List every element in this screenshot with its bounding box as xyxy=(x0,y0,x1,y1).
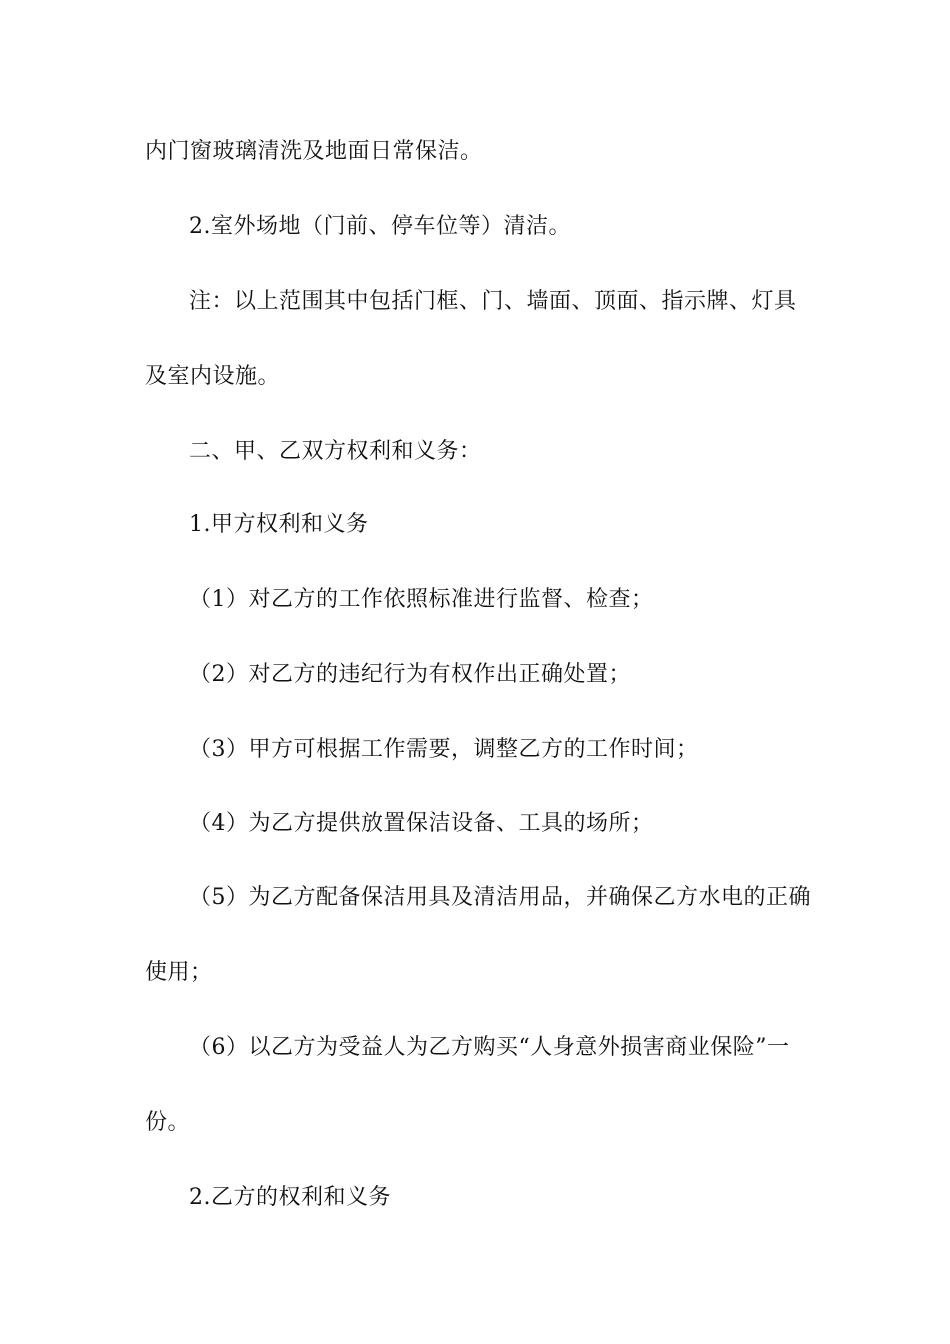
text-line-note-continuation: 及室内设施。 xyxy=(145,364,281,389)
text-line-outdoor-cleaning: 2.室外场地（门前、停车位等）清洁。 xyxy=(189,214,571,239)
list-item-a6-continuation: 份。 xyxy=(145,1110,191,1135)
subheading-party-a: 1.甲方权利和义务 xyxy=(189,512,369,537)
section-heading-rights-obligations: 二、甲、乙双方权利和义务： xyxy=(189,439,482,464)
list-item-a4: （4）为乙方提供放置保洁设备、工具的场所； xyxy=(189,811,654,836)
subheading-party-b: 2.乙方的权利和义务 xyxy=(189,1185,391,1210)
list-item-a3: （3）甲方可根据工作需要，调整乙方的工作时间； xyxy=(189,737,699,762)
list-item-a5-continuation: 使用； xyxy=(145,960,213,985)
list-item-a2: （2）对乙方的违纪行为有权作出正确处置； xyxy=(189,662,631,687)
list-item-a1: （1）对乙方的工作依照标准进行监督、检查； xyxy=(189,587,654,612)
list-item-a6: （6）以乙方为受益人为乙方购买“人身意外损害商业保险”一 xyxy=(189,1035,790,1060)
text-line-note: 注：以上范围其中包括门框、门、墙面、顶面、指示牌、灯具 xyxy=(189,289,797,314)
text-line-scope-continuation: 内门窗玻璃清洗及地面日常保洁。 xyxy=(145,139,483,164)
list-item-a5: （5）为乙方配备保洁用具及清洁用品，并确保乙方水电的正确 xyxy=(189,885,811,910)
